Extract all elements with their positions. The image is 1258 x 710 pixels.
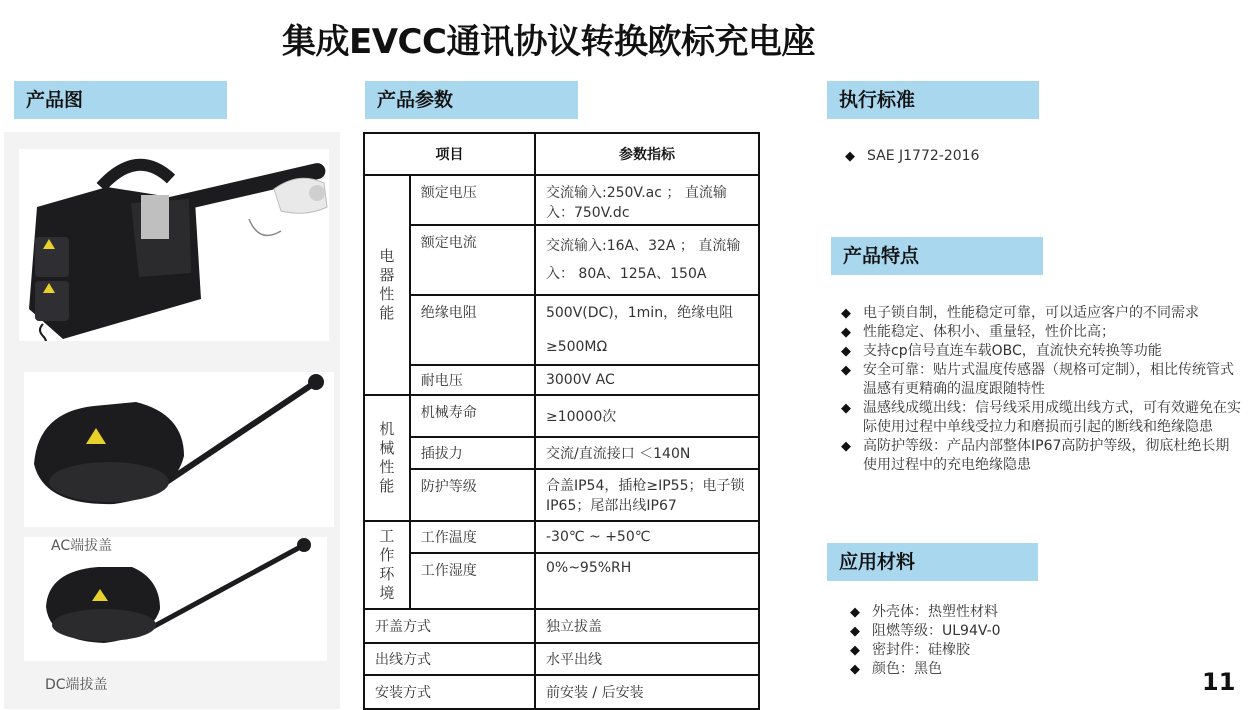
param-name: 开盖方式	[364, 609, 535, 643]
param-name: 额定电流	[410, 225, 535, 295]
section-header-product-params: 产品参数	[365, 81, 578, 119]
param-value: 0%~95%RH	[535, 553, 759, 609]
table-row	[364, 469, 759, 521]
charging-inlet-photo	[19, 149, 329, 341]
param-name: 机械寿命	[410, 395, 535, 437]
list-item: ◆ 密封件：硅橡胶	[850, 641, 1210, 660]
param-value: 独立拔盖	[535, 609, 759, 643]
table-header-item: 项目	[364, 133, 535, 175]
param-name: 插拔力	[410, 437, 535, 469]
param-name: 防护等级	[410, 469, 535, 521]
ac-cap-photo	[24, 372, 334, 527]
param-value: 500V(DC)，1min，绝缘电阻≥500MΩ	[535, 295, 759, 365]
dc-cap-caption: DC端拔盖	[45, 677, 108, 693]
param-name: 出线方式	[364, 643, 535, 675]
list-item: ◆ 安全可靠：贴片式温度传感器（规格可定制），相比传统管式温感有更精确的温度跟随特性	[841, 361, 1243, 399]
table-row	[364, 609, 759, 643]
list-item: ◆ 外壳体：热塑性材料	[850, 603, 1210, 622]
page-number: 11	[1202, 668, 1236, 696]
param-name: 耐电压	[410, 365, 535, 395]
param-value: 前安装 / 后安装	[535, 675, 759, 709]
ac-cap-caption: AC端拔盖	[51, 538, 113, 554]
page-title: 集成EVCC通讯协议转换欧标充电座	[282, 22, 815, 62]
param-value: -30℃ ~ +50℃	[535, 521, 759, 553]
product-params-table	[363, 132, 760, 710]
param-value: ≥10000次	[535, 395, 759, 437]
param-name: 绝缘电阻	[410, 295, 535, 365]
table-header-value: 参数指标	[535, 133, 759, 175]
list-item: ◆ 温感线成缆出线：信号线采用成缆出线方式，可有效避免在实际使用过程中单线受拉力和磨损而引起的断线和绝缘隐患	[841, 399, 1243, 437]
param-name: 安装方式	[364, 675, 535, 709]
param-value: 交流输入:250V.ac ； 直流输入：750V.dc	[535, 175, 759, 225]
table-row	[364, 225, 759, 295]
param-name: 工作温度	[410, 521, 535, 553]
param-value: 合盖IP54，插枪≥IP55；电子锁IP65；尾部出线IP67	[535, 469, 759, 521]
table-header-row	[364, 133, 759, 175]
list-item: ◆ 电子锁自制，性能稳定可靠，可以适应客户的不同需求	[841, 304, 1243, 323]
table-row	[364, 295, 759, 365]
standards-list	[845, 147, 1225, 166]
param-value: 交流输入:16A、32A ； 直流输入： 80A、125A、150A	[535, 225, 759, 295]
param-name: 工作湿度	[410, 553, 535, 609]
dc-cap-photo	[24, 537, 327, 661]
list-item: ◆ 支持cp信号直连车载OBC，直流快充转换等功能	[841, 342, 1243, 361]
section-header-product-image: 产品图	[14, 81, 227, 119]
group-label-electrical: 电器性能	[364, 175, 410, 395]
table-row	[364, 365, 759, 395]
section-header-materials: 应用材料	[827, 543, 1038, 581]
list-item: ◆ SAE J1772-2016	[845, 147, 1225, 166]
list-item: ◆ 性能稳定、体积小、重量轻，性价比高；	[841, 323, 1243, 342]
table-row	[364, 395, 759, 437]
list-item: ◆ 阻燃等级：UL94V-0	[850, 622, 1210, 641]
section-header-features: 产品特点	[831, 237, 1043, 275]
group-label-environment: 工作环境	[364, 521, 410, 609]
section-header-standard: 执行标准	[827, 81, 1039, 119]
table-row	[364, 521, 759, 553]
features-list	[841, 304, 1243, 475]
table-row	[364, 643, 759, 675]
table-row	[364, 437, 759, 469]
group-label-mechanical: 机械性能	[364, 395, 410, 521]
list-item: ◆ 高防护等级：产品内部整体IP67高防护等级，彻底杜绝长期使用过程中的充电绝缘隐患	[841, 437, 1243, 475]
product-photo-panel	[4, 132, 340, 709]
table-row	[364, 675, 759, 709]
param-name: 额定电压	[410, 175, 535, 225]
param-value: 交流/直流接口 ＜140N	[535, 437, 759, 469]
param-value: 3000V AC	[535, 365, 759, 395]
param-value: 水平出线	[535, 643, 759, 675]
list-item: ◆ 颜色：黑色	[850, 660, 1210, 679]
table-row	[364, 553, 759, 609]
table-row	[364, 175, 759, 225]
materials-list	[850, 603, 1210, 679]
